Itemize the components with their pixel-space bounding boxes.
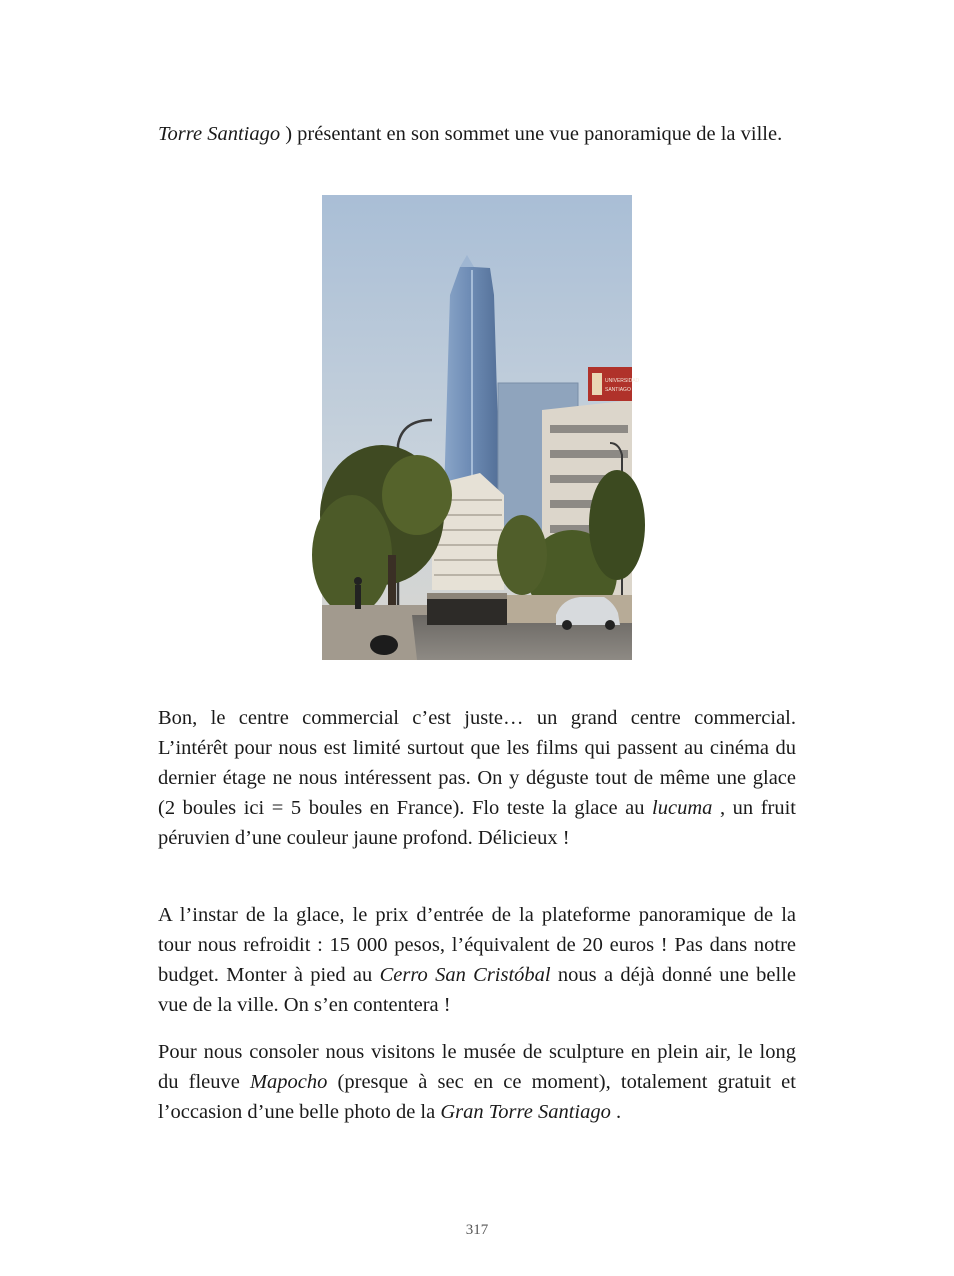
paragraph-2-part2: nous a déjà donné une belle vue de la ville. On s’en contentera ! — [158, 964, 796, 1016]
tower-name-2: Gran Torre Santiago — [440, 1101, 611, 1123]
paragraph-1-part1: Bon, le centre commercial c’est juste… un grand centre commercial. L’intérêt pour nous est limité surtout que les films qui passent au cinéma du dernier étage ne nous intéressent pas. On y déguste tout de même une glace (2 boules ici = 5 boules en France). Flo teste la glace au — [158, 707, 796, 819]
paragraph-2-part1: A l’instar de la glace, le prix d’entrée de la plateforme panoramique de la tour nous refroidit : 15 000 pesos, l’équivalent de 20 euros ! Pas dans notre budget. Monter à pied au — [158, 904, 796, 986]
paragraph-3-part2: (presque à sec en ce moment), totalement gratuit et l’occasion d’une belle photo de la — [158, 1071, 796, 1123]
gran-torre-santiago-photo — [322, 195, 640, 660]
intro-text — [158, 119, 796, 149]
river-name: Mapocho — [249, 1071, 328, 1093]
page-number: 317 — [465, 1222, 489, 1238]
hill-name: Cerro San Cristóbal — [379, 964, 551, 986]
paragraph-1-part2: , un fruit péruvien d’une couleur jaune profond. Délicieux ! — [158, 797, 796, 849]
paragraph-1 — [158, 703, 796, 853]
intro-rest: ) présentant en son sommet une vue panoramique de la ville. — [280, 123, 783, 145]
billboard-line2: SANTIAGO — [605, 387, 631, 393]
paragraph-3-part1: Pour nous consoler nous visitons le musée de sculpture en plein air, le long du fleuve — [158, 1041, 796, 1093]
paragraph-3-part3: . — [610, 1101, 622, 1123]
fruit-name: lucuma — [652, 797, 713, 819]
paragraph-2 — [158, 900, 796, 1020]
paragraph-3 — [158, 1037, 796, 1127]
tower-name: Torre Santiago — [158, 123, 281, 145]
billboard-line1: UNIVERSIDAD — [605, 378, 640, 384]
